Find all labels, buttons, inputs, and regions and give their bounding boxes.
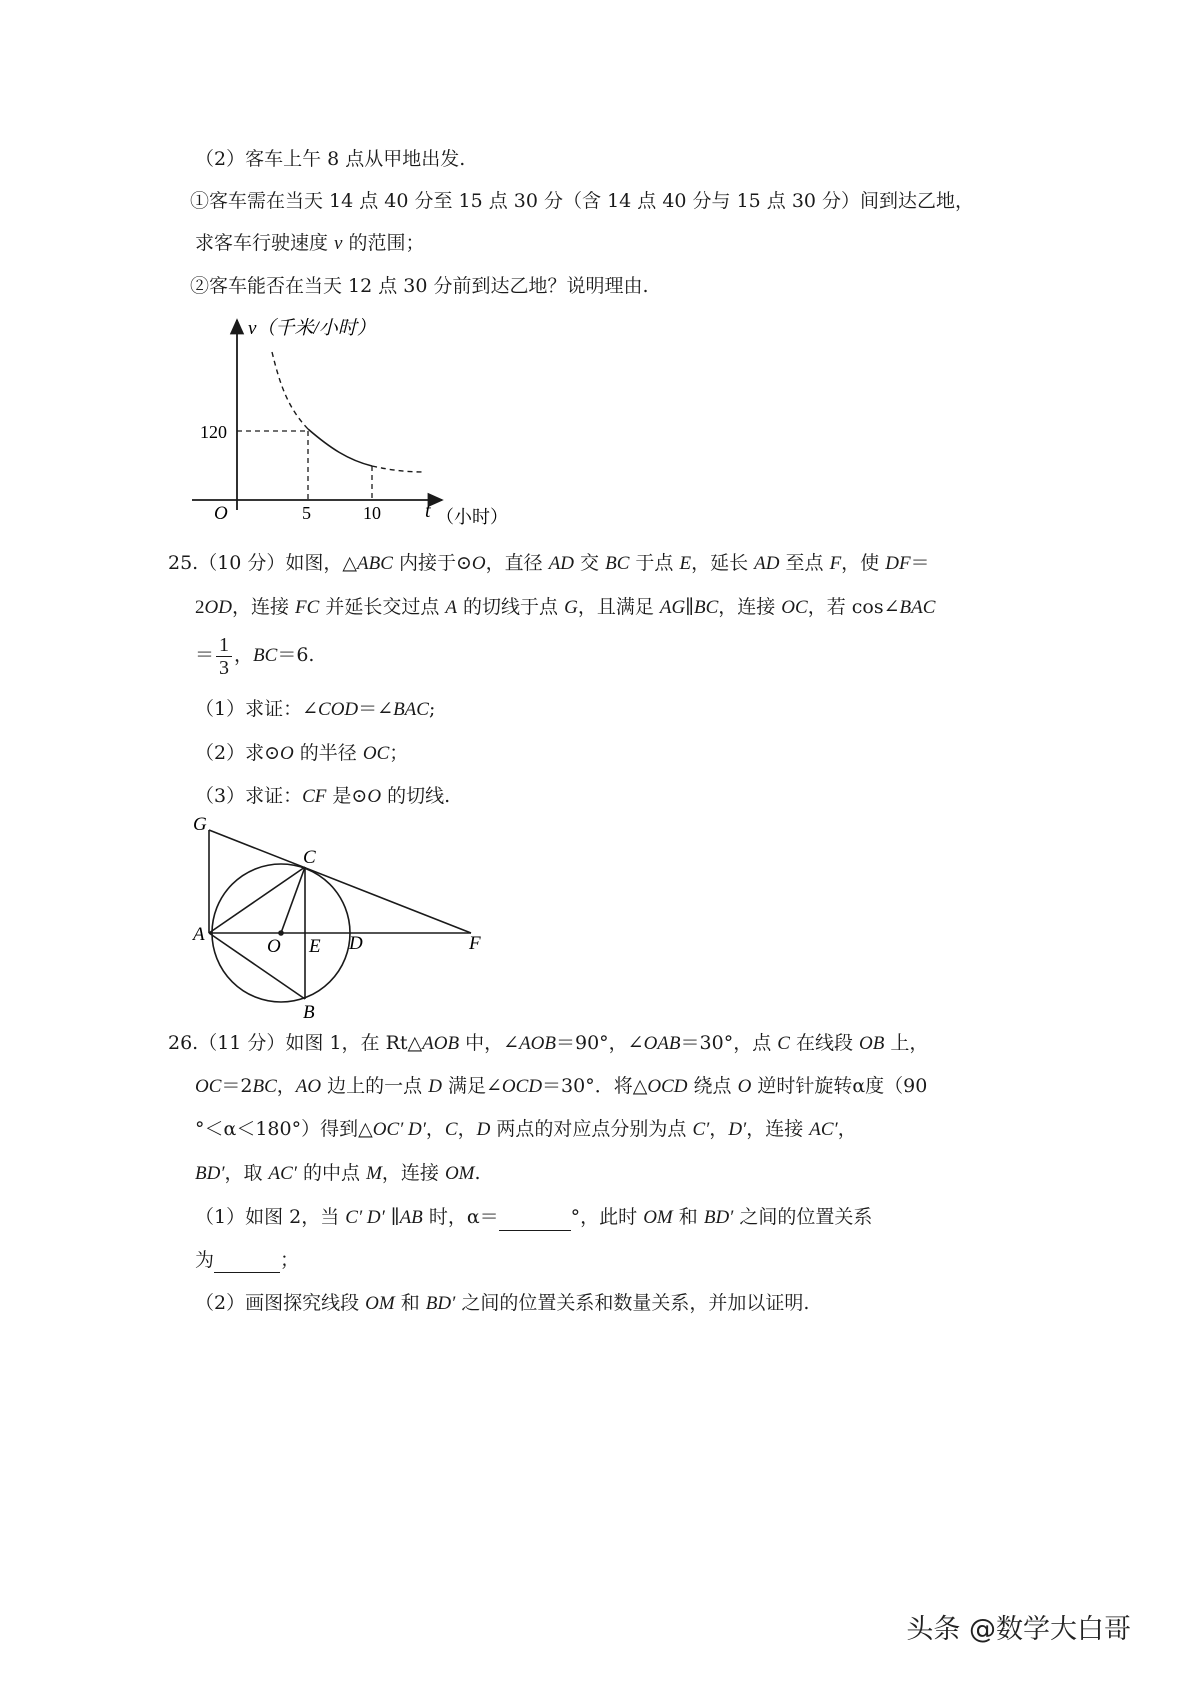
y-tick-120: 120 [200, 422, 227, 442]
label-o: O [267, 936, 281, 957]
segment-oc [281, 867, 305, 933]
label-g: G [193, 814, 207, 835]
label-a: A [193, 924, 205, 945]
y-axis-label: v（千米/小时） [248, 318, 376, 339]
center-point-o [278, 930, 284, 936]
q25-line2: 2OD，连接 FC 并延长交过点 A 的切线于点 G，且满足 AG∥BC，连接 OC，若 cos∠BAC [195, 596, 936, 618]
q26-line4: BD′，取 AC′ 的中点 M，连接 OM. [195, 1162, 481, 1184]
x-axis-var: t [425, 500, 431, 522]
relation-answer-blank[interactable] [214, 1252, 280, 1273]
q24-sub2: ②客车能否在当天 12 点 30 分前到达乙地？说明理由. [190, 275, 649, 297]
label-c: C [303, 847, 316, 868]
q26-line3: °＜α＜180°）得到△OC′ D′，C，D 两点的对应点分别为点 C′，D′，连接 AC′， [195, 1118, 857, 1140]
alpha-answer-blank[interactable] [499, 1210, 571, 1231]
q24-velocity-graph [180, 310, 520, 540]
label-b: B [303, 1002, 315, 1023]
q24-sub1-line2: 求客车行驶速度 v 的范围； [195, 232, 425, 254]
inverse-curve-dashed-left [272, 352, 308, 429]
q26-line1: 26.（11 分）如图 1，在 Rt△AOB 中，∠AOB＝90°，∠OAB＝30°，点 C 在线段 OB 上， [168, 1032, 929, 1054]
q24-part2-title: （2）客车上午 8 点从甲地出发. [195, 148, 466, 170]
x-axis-unit: （小时） [436, 507, 508, 527]
label-d: D [349, 933, 363, 954]
q26-part1-line1: （1）如图 2，当 C′ D′ ∥AB 时，α＝ °，此时 OM 和 BD′ 之间的位置关系 [195, 1204, 872, 1231]
watermark: 头条 @数学大白哥 [906, 1614, 1131, 1645]
q24-sub1-line1: ①客车需在当天 14 点 40 分至 15 点 30 分（含 14 点 40 分与 15 点 30 分）间到达乙地， [190, 190, 975, 212]
q25-part1: （1）求证：∠COD＝∠BAC; [195, 698, 436, 720]
label-e: E [309, 936, 321, 957]
origin-label: O [214, 503, 228, 524]
segment-ab [209, 933, 305, 999]
q26-part2: （2）画图探究线段 OM 和 BD′ 之间的位置关系和数量关系，并加以证明. [195, 1292, 810, 1314]
q25-line1: 25.（10 分）如图，△ABC 内接于⊙O，直径 AD 交 BC 于点 E，延长 AD 至点 F，使 DF＝ [168, 552, 930, 574]
fraction-one-third: $\frac{1}{3}$ [216, 634, 232, 679]
q26-line2: OC＝2BC，AO 边上的一点 D 满足∠OCD＝30°．将△OCD 绕点 O 逆时针旋转α度（90 [195, 1075, 928, 1097]
segment-gf [209, 830, 471, 933]
q25-line3: ＝ $\frac{1}{3}$ ，BC＝6. [195, 633, 315, 679]
q25-circle-figure [185, 810, 505, 1025]
segment-ac [209, 867, 305, 933]
q26-part1-line2: 为 ； [195, 1249, 300, 1271]
q25-part3: （3）求证：CF 是⊙O 的切线. [195, 785, 451, 807]
inverse-curve-dashed-right [372, 466, 425, 472]
x-tick-10: 10 [363, 503, 381, 523]
x-tick-5: 5 [302, 503, 311, 523]
label-f: F [469, 933, 481, 954]
inverse-curve-solid [308, 429, 372, 466]
q25-part2: （2）求⊙O 的半径 OC； [195, 742, 409, 764]
